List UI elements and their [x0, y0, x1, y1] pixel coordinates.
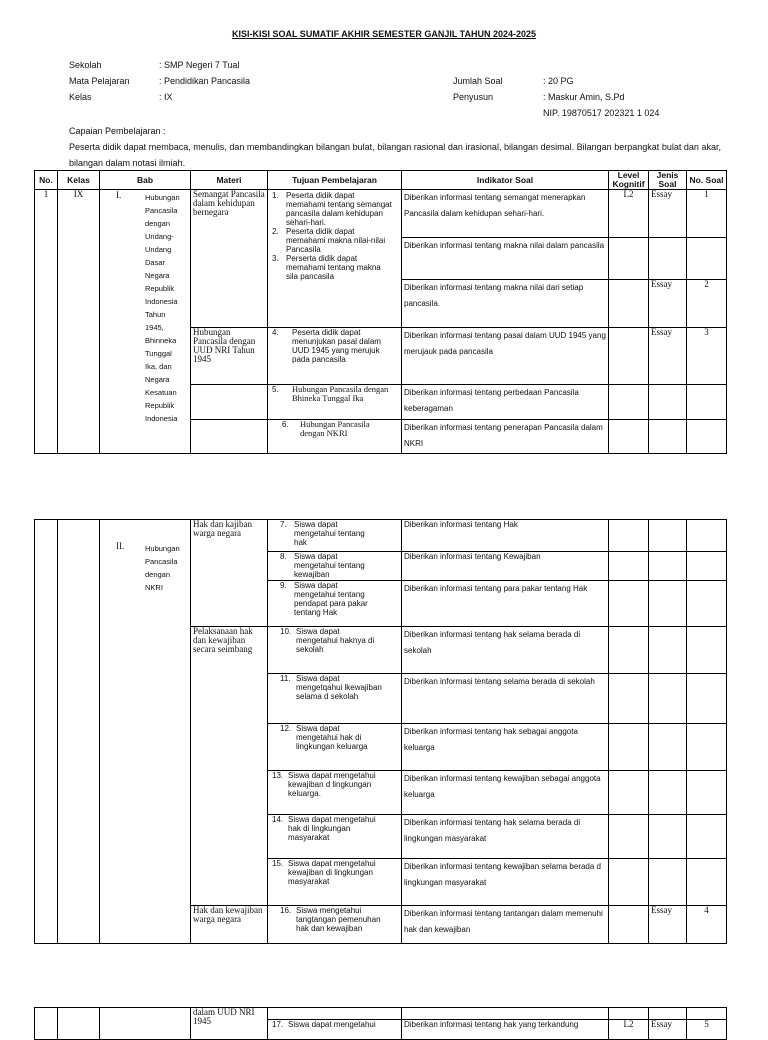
cell-indikator: Diberikan informasi tentang Kewajiban	[402, 552, 609, 581]
cell-nosoal	[687, 581, 727, 627]
info-value: NIP. 19870517 202321 1 024	[543, 108, 660, 118]
tujuan-text: Hubungan Pancasila dengan NKRI	[300, 419, 370, 438]
cell-indikator: Diberikan informasi tentang hak selama berada di sekolah	[402, 627, 609, 674]
cell-nosoal	[687, 859, 727, 906]
cell-level	[609, 859, 649, 906]
cell-kelas: IX	[58, 190, 100, 454]
cell-tujuan	[268, 552, 402, 581]
cell-nosoal	[687, 420, 727, 454]
cell-nosoal: 2	[687, 280, 727, 328]
tujuan-text: Siswa dapat mengetahui tentang pendapat para pakar tentang Hak	[294, 581, 368, 617]
cell-tujuan	[268, 190, 402, 328]
cell-nosoal	[687, 674, 727, 724]
cell-tujuan	[268, 771, 402, 815]
tujuan-number: 14.	[272, 815, 284, 824]
header-materi: Materi	[191, 171, 268, 190]
cell-nosoal	[687, 238, 727, 280]
cell-materi: Hak dan kajiban warga negara	[191, 520, 268, 627]
cell-kelas	[58, 520, 100, 944]
cell-no	[35, 1008, 58, 1040]
cell-tujuan	[268, 385, 402, 420]
cell-nosoal	[687, 627, 727, 674]
cell-materi: Hak dan kewajiban warga negara	[191, 906, 268, 944]
cell-jenis: Essay	[649, 328, 687, 385]
cell-jenis	[649, 520, 687, 552]
cell-tujuan	[268, 859, 402, 906]
cell-indikator: Diberikan informasi tentang semangat menerapkan Pancasila dalam kehidupan sehari-hari.	[402, 190, 609, 238]
capaian-label: Capaian Pembelajaran :	[69, 126, 166, 136]
cell-level	[609, 581, 649, 627]
table-row	[35, 520, 727, 552]
cell-jenis: Essay	[649, 190, 687, 238]
cell-materi: Semangat Pancasila dalam kehidupan bernegara	[191, 190, 268, 328]
cell-bab	[100, 1008, 191, 1040]
cell-tujuan	[268, 328, 402, 385]
cell-level	[609, 328, 649, 385]
cell-nosoal: 5	[687, 1020, 727, 1040]
tujuan-text: Siswa dapat mengetahui hak di lingkungan masyarakat	[288, 815, 376, 842]
cell-jenis: Essay	[649, 280, 687, 328]
cell-tujuan	[268, 674, 402, 724]
info-value: : 20 PG	[543, 76, 574, 86]
info-value: : IX	[159, 92, 173, 102]
cell-materi: Hubungan Pancasila dengan UUD NRI Tahun 1945	[191, 328, 268, 385]
info-label: Kelas	[69, 92, 92, 102]
info-value: : Pendidikan Pancasila	[159, 76, 251, 86]
cell-jenis	[649, 674, 687, 724]
cell-nosoal	[687, 771, 727, 815]
info-label: Penyusun	[453, 92, 494, 102]
info-label: Mata Pelajaran	[69, 76, 130, 86]
tujuan-number: 3.	[272, 254, 279, 263]
cell-level	[609, 552, 649, 581]
cell-materi	[191, 420, 268, 454]
cell-nosoal: 4	[687, 906, 727, 944]
cell-nosoal	[687, 1008, 727, 1020]
cell-indikator: Diberikan informasi tentang hak selama berada di lingkungan masyarakat	[402, 815, 609, 859]
cell-level	[609, 280, 649, 328]
cell-tujuan	[268, 420, 402, 454]
tujuan-text: Siswa dapat mengetahui kewajiban d lingkungan keluarga.	[288, 771, 376, 798]
tujuan-number: 1.	[272, 191, 279, 200]
header-no: No.	[35, 171, 58, 190]
cell-jenis	[649, 238, 687, 280]
cell-tujuan	[268, 815, 402, 859]
tujuan-number: 7.	[280, 520, 287, 529]
cell-indikator: Diberikan informasi tentang kewajiban selama berada d lingkungan masyarakat	[402, 859, 609, 906]
tujuan-number: 4.	[272, 328, 279, 337]
cell-indikator: Diberikan informasi tentang penerapan Pancasila dalam NKRI	[402, 420, 609, 454]
cell-indikator: Diberikan informasi tentang makna nilai dalam pancasila	[402, 238, 609, 280]
cell-indikator: Diberikan informasi tentang pasal dalam UUD 1945 yang merujauk pada pancasila	[402, 328, 609, 385]
cell-nosoal	[687, 724, 727, 771]
tujuan-number: 12.	[280, 724, 292, 733]
header-indikator: Indikator Soal	[402, 171, 609, 190]
cell-level: L2	[609, 1020, 649, 1040]
tujuan-text: Peserta didik dapat menunjukan pasal dalam UUD 1945 yang merujuk pada pancasila	[292, 328, 381, 364]
cell-jenis: Essay	[649, 1020, 687, 1040]
cell-nosoal	[687, 520, 727, 552]
kisi-table-1	[34, 170, 727, 454]
document-title: KISI-KISI SOAL SUMATIF AKHIR SEMESTER GANJIL TAHUN 2024-2025	[231, 29, 537, 39]
table-row	[35, 1008, 727, 1020]
tujuan-number: 13.	[272, 771, 284, 780]
cell-level	[609, 1008, 649, 1020]
tujuan-number: 5.	[272, 385, 279, 394]
cell-level	[609, 815, 649, 859]
cell-indikator: Diberikan informasi tentang hak yang terkandung	[402, 1020, 609, 1040]
cell-indikator: Diberikan informasi tentang kewajiban sebagai anggota keluarga	[402, 771, 609, 815]
header-tujuan: Tujuan Pembelajaran	[268, 171, 402, 190]
cell-level	[609, 674, 649, 724]
cell-indikator: Diberikan informasi tentang makna nilai dari setiap pancasila.	[402, 280, 609, 328]
info-value: : SMP Negeri 7 Tual	[159, 60, 240, 70]
table-header-row	[35, 171, 727, 190]
cell-tujuan	[268, 581, 402, 627]
cell-nosoal	[687, 552, 727, 581]
header-jenis: Jenis Soal	[649, 171, 687, 190]
capaian-section	[69, 123, 721, 171]
tujuan-number: 17.	[272, 1020, 284, 1029]
table-row	[35, 190, 727, 238]
cell-no	[35, 520, 58, 944]
tujuan-text: Siswa dapat mengetahui tentang kewajiban	[294, 552, 365, 579]
cell-indikator	[402, 1008, 609, 1020]
cell-indikator: Diberikan informasi tentang tantangan dalam memenuhi hak dan kewajiban	[402, 906, 609, 944]
cell-bab	[100, 520, 191, 944]
cell-materi	[191, 385, 268, 420]
info-value: : Maskur Amin, S.Pd	[543, 92, 625, 102]
cell-level	[609, 906, 649, 944]
cell-level	[609, 724, 649, 771]
cell-level	[609, 520, 649, 552]
cell-level: L2	[609, 190, 649, 238]
cell-tujuan	[268, 627, 402, 674]
tujuan-number: 11.	[280, 674, 291, 683]
cell-nosoal: 3	[687, 328, 727, 385]
cell-nosoal	[687, 815, 727, 859]
bab-number: II.	[116, 541, 125, 551]
cell-indikator: Diberikan informasi tentang para pakar tentang Hak	[402, 581, 609, 627]
tujuan-number: 9.	[280, 581, 287, 590]
bab-title: Hubungan Pancasila dengan Undang-Undang Dasar Negara Republik Indonesia Tahun 1945, Bhinneka Tunggal Ika, dan Negara Kesatuan Republik Indonesia	[145, 193, 180, 423]
info-left	[69, 57, 250, 105]
cell-level	[609, 420, 649, 454]
cell-indikator: Diberikan informasi tentang hak sebagai anggota keluarga	[402, 724, 609, 771]
tujuan-text: Peserta didik dapat memahami makna nilai-nilai Pancasila	[286, 227, 386, 254]
cell-jenis	[649, 581, 687, 627]
header-level: Level Kognitif	[609, 171, 649, 190]
tujuan-number: 6.	[282, 420, 289, 429]
cell-indikator: Diberikan informasi tentang selama berada di sekolah	[402, 674, 609, 724]
cell-jenis	[649, 771, 687, 815]
tujuan-text: Siswa dapat mengetahui kewajiban di lingkungan masyarakat	[288, 859, 376, 886]
cell-indikator: Diberikan informasi tentang Hak	[402, 520, 609, 552]
tujuan-text: Siswa dapat mengetahui haknya di sekolah	[296, 627, 375, 654]
info-label: Sekolah	[69, 60, 102, 70]
cell-jenis	[649, 552, 687, 581]
cell-kelas	[58, 1008, 100, 1040]
tujuan-text: Siswa dapat mengetahui hak di lingkungan keluarga	[296, 724, 368, 751]
bab-title: Hubungan Pancasila dengan NKRI	[145, 544, 180, 592]
bab-number: I.	[116, 190, 122, 200]
cell-nosoal: 1	[687, 190, 727, 238]
header-bab: Bab	[100, 171, 191, 190]
cell-tujuan	[268, 1020, 402, 1040]
tujuan-number: 15.	[272, 859, 284, 868]
cell-jenis	[649, 859, 687, 906]
cell-jenis	[649, 1008, 687, 1020]
cell-jenis	[649, 420, 687, 454]
tujuan-text: Perserta didik dapat memahami tentang makna sila pancasila	[286, 254, 381, 281]
cell-jenis: Essay	[649, 906, 687, 944]
cell-level	[609, 771, 649, 815]
cell-level	[609, 238, 649, 280]
header-nosoal: No. Soal	[687, 171, 727, 190]
info-label: Jumlah Soal	[453, 76, 503, 86]
header-kelas: Kelas	[58, 171, 100, 190]
cell-nosoal	[687, 385, 727, 420]
cell-tujuan	[268, 724, 402, 771]
tujuan-text: Siswa dapat mengetahui tentang hak	[294, 520, 365, 547]
cell-no: 1	[35, 190, 58, 454]
tujuan-text: Hubungan Pancasila dengan Bhineka Tunggal Ika	[292, 384, 389, 403]
tujuan-text: Siswa dapat mengetqahui lkewajiban selama d sekolah	[296, 674, 382, 701]
tujuan-number: 16.	[280, 906, 292, 915]
tujuan-text: Siswa mengetahui tangtangan pemenuhan hak dan kewajiban	[296, 906, 381, 933]
tujuan-text: Peserta didik dapat memahami tentang semangat pancasila dalam kehidupan sehari-hari.	[286, 191, 392, 227]
info-right	[453, 73, 659, 121]
capaian-text: Peserta didik dapat membaca, menulis, dan membandingkan bilangan bulat, bilangan rasional dan irasional, bilangan desimal. Bilangan berpangkat bulat dan akar, bilangan dalam notasi ilmiah.	[69, 142, 721, 168]
cell-tujuan	[268, 906, 402, 944]
cell-jenis	[649, 724, 687, 771]
table-3-clip	[0, 1007, 768, 1029]
cell-jenis	[649, 627, 687, 674]
cell-jenis	[649, 385, 687, 420]
kisi-table-2	[34, 519, 727, 944]
tujuan-number: 10.	[280, 627, 292, 636]
cell-tujuan	[268, 520, 402, 552]
cell-indikator: Diberikan informasi tentang perbedaan Pancasila keberagaman	[402, 385, 609, 420]
kisi-table-3	[34, 1007, 727, 1040]
cell-materi: dalam UUD NRI 1945	[191, 1008, 268, 1040]
cell-jenis	[649, 815, 687, 859]
cell-tujuan	[268, 1008, 402, 1020]
cell-materi: Pelaksanaan hak dan kewajiban secara seimbang	[191, 627, 268, 906]
cell-level	[609, 385, 649, 420]
tujuan-number: 2.	[272, 227, 279, 236]
cell-level	[609, 627, 649, 674]
cell-bab	[100, 190, 191, 454]
tujuan-text: Siswa dapat mengetahui	[288, 1020, 376, 1029]
tujuan-number: 8.	[280, 552, 287, 561]
